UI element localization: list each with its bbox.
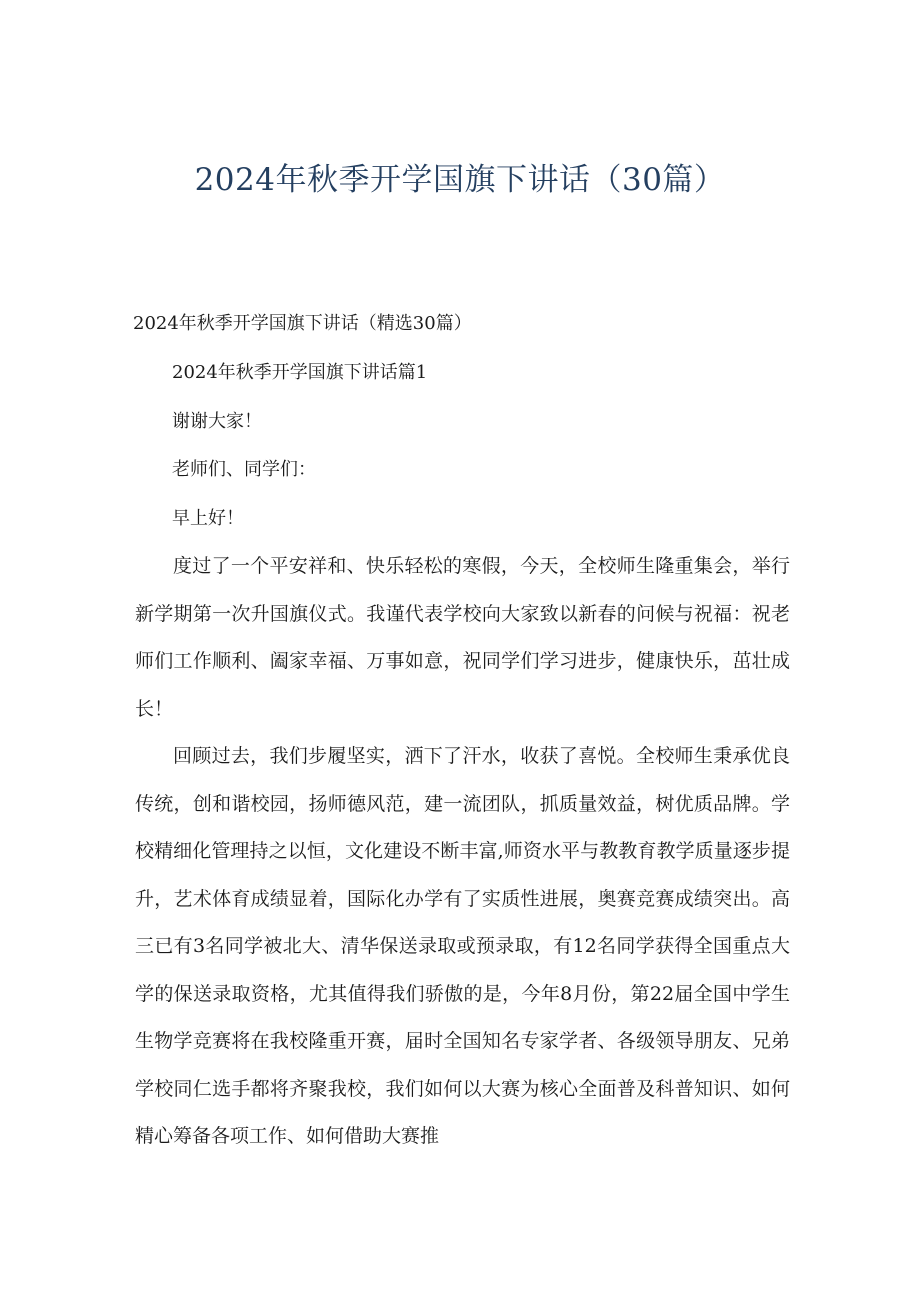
body-paragraph-review: 回顾过去，我们步履坚实，洒下了汗水，收获了喜悦。全校师生秉承优良传统，创和谐校园，扬师德风范，建一流团队，抓质量效益，树优质品牌。学校精细化管理持之以恒，文化建设不断丰富,师资水平与教教育教学质量逐步提升，艺术体育成绩显着，国际化办学有了实质性进展，奥赛竞赛成绩突出。高三已有3名同学被北大、清华保送录取或预录取，有12名同学获得全国重点大学的保送录取资格，尤其值得我们骄傲的是，今年8月份，第22届全国中学生生物学竞赛将在我校隆重开赛，届时全国知名专家学者、各级领导朋友、兄弟学校同仁选手都将齐聚我校，我们如何以大赛为核心全面普及科普知识、如何精心筹备各项工作、如何借助大赛推 (135, 745, 790, 1147)
document-subtitle: 2024年秋季开学国旗下讲话（精选30篇） (133, 313, 472, 334)
document-title: 2024年秋季开学国旗下讲话（30篇） (194, 162, 726, 198)
text-line-good-morning: 早上好！ (172, 508, 244, 529)
text-line-thanks: 谢谢大家！ (172, 411, 262, 432)
body-paragraph-opening: 度过了一个平安祥和、快乐轻松的寒假，今天，全校师生隆重集会，举行新学期第一次升国旗仪式。我谨代表学校向大家致以新春的问候与祝福：祝老师们工作顺利、阖家幸福、万事如意，祝同学们学习进步，健康快乐，茁壮成长！ (135, 555, 790, 720)
text-line-greeting-audience: 老师们、同学们： (172, 459, 316, 480)
section-heading: 2024年秋季开学国旗下讲话篇1 (172, 362, 428, 383)
